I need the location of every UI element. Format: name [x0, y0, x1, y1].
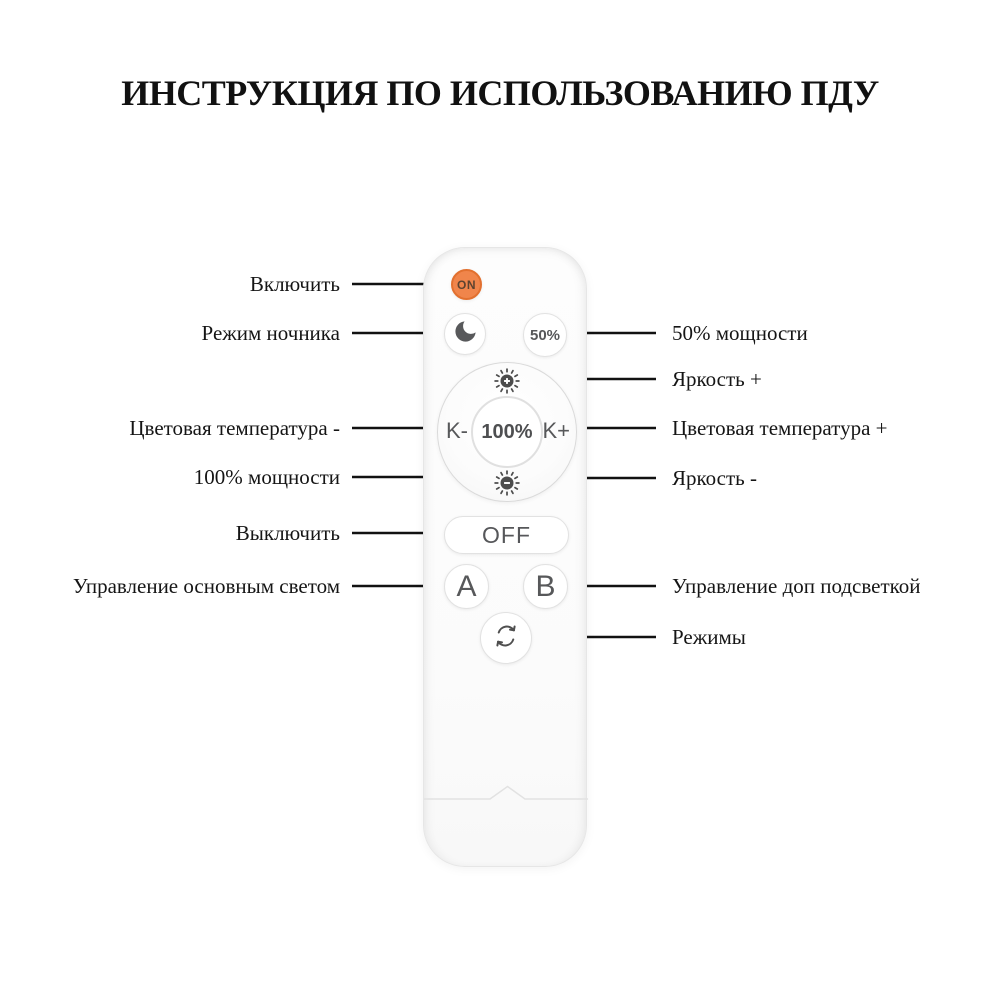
moon-icon [452, 318, 479, 350]
main-light-button[interactable]: A [444, 564, 489, 609]
label-modes: Режимы [672, 625, 746, 649]
color-temp-minus-button[interactable]: K- [446, 417, 468, 443]
label-color-temp-minus: Цветовая температура - [129, 416, 340, 440]
sun-plus-icon[interactable] [494, 368, 520, 394]
dial-ring [437, 362, 577, 502]
label-aux-light: Управление доп подсветкой [672, 574, 921, 598]
label-turn-off: Выключить [235, 521, 340, 545]
half-power-button[interactable]: 50% [523, 313, 567, 357]
cycle-icon [491, 621, 521, 656]
label-turn-on: Включить [249, 272, 340, 296]
label-brightness-plus: Яркость + [672, 367, 762, 391]
full-power-button[interactable]: 100% [471, 396, 543, 468]
page-title: ИНСТРУКЦИЯ ПО ИСПОЛЬЗОВАНИЮ ПДУ [121, 73, 879, 113]
remote-control [423, 247, 587, 867]
color-temp-plus-button[interactable]: K+ [542, 417, 570, 443]
label-brightness-minus: Яркость - [672, 466, 757, 490]
label-night-mode: Режим ночника [201, 321, 340, 345]
battery-cover-seam [424, 785, 588, 805]
aux-light-button[interactable]: B [523, 564, 568, 609]
off-button[interactable]: OFF [444, 516, 569, 554]
label-full-power: 100% мощности [193, 465, 340, 489]
night-mode-button[interactable] [444, 313, 486, 355]
label-color-temp-plus: Цветовая температура + [672, 416, 888, 440]
label-main-light: Управление основным светом [72, 574, 340, 598]
sun-minus-icon[interactable] [494, 470, 520, 496]
on-button[interactable]: ON [451, 269, 482, 300]
modes-button[interactable] [480, 612, 532, 664]
label-half-power: 50% мощности [672, 321, 808, 345]
